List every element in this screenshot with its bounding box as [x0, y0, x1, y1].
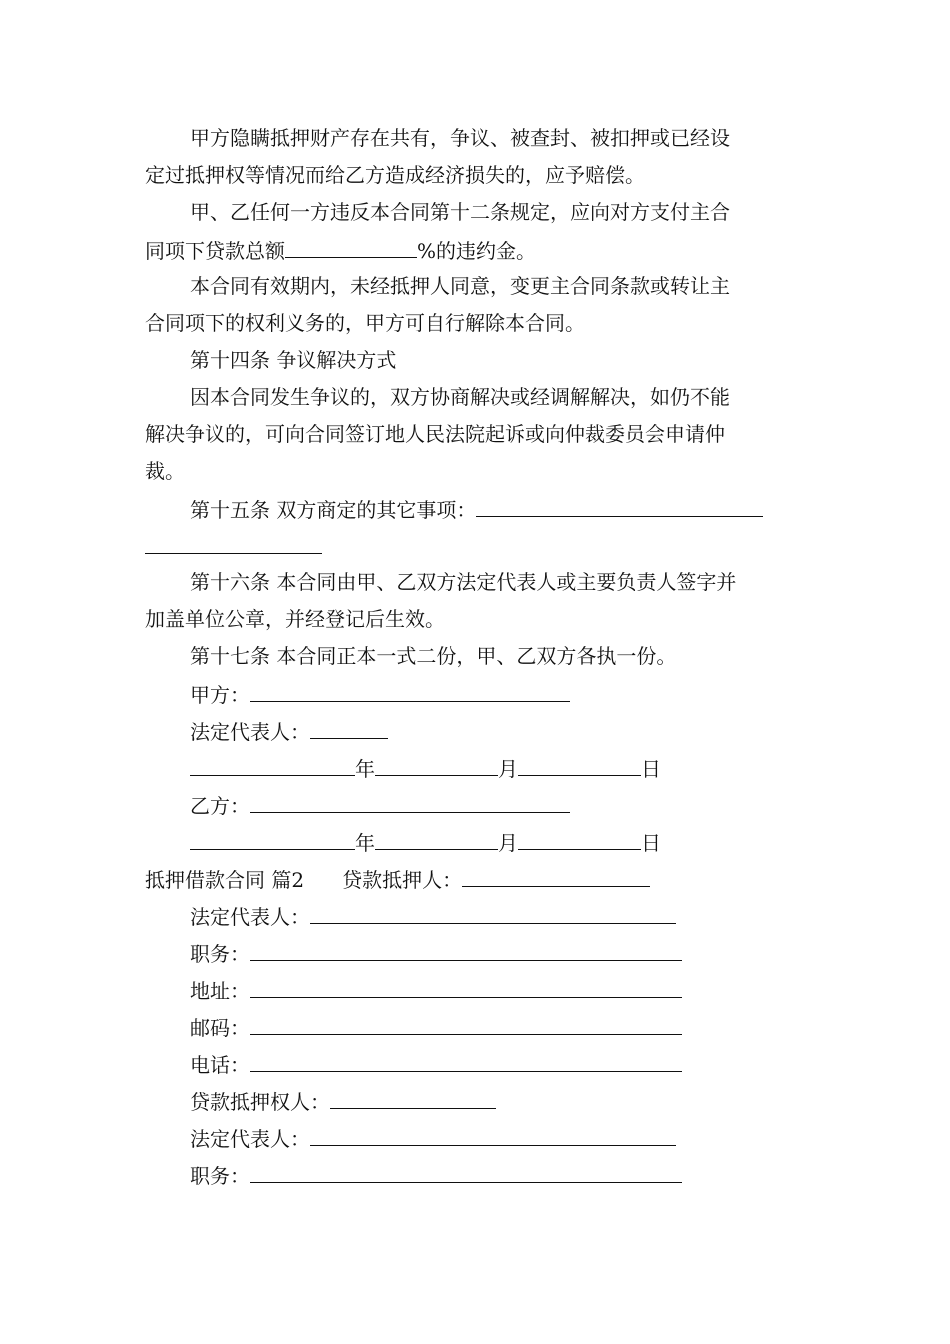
c2-legal-rep2-blank[interactable]: [310, 1123, 676, 1146]
paragraph-text: 甲、乙任何一方违反本合同第十二条规定，应向对方支付主合: [190, 200, 730, 224]
c2-legal-rep-line: [190, 901, 676, 929]
c2-phone-line: [190, 1049, 682, 1077]
other-matters-blank[interactable]: [476, 494, 763, 517]
month-label: 月: [498, 831, 518, 855]
c2-postcode-label: 邮码：: [190, 1016, 250, 1040]
contract-2-title: 抵押借款合同 篇2: [145, 868, 305, 892]
legal-rep-label: 法定代表人：: [190, 720, 310, 744]
c2-legal-rep2-label: 法定代表人：: [190, 1127, 310, 1151]
date-line-b: [190, 827, 661, 855]
c2-mortgagee-blank[interactable]: [330, 1086, 496, 1109]
c2-address-label: 地址：: [190, 979, 250, 1003]
c2-legal-rep-blank[interactable]: [310, 901, 676, 924]
party-b-blank[interactable]: [250, 790, 570, 813]
c2-legal-rep2-line: [190, 1123, 676, 1151]
c2-position2-line: [190, 1160, 682, 1188]
paragraph-text: 裁。: [145, 459, 185, 483]
c2-legal-rep-label: 法定代表人：: [190, 905, 310, 929]
party-a-line: [190, 679, 570, 707]
mortgagor-blank[interactable]: [462, 864, 650, 887]
paragraph-text: 甲方隐瞒抵押财产存在共有，争议、被查封、被扣押或已经设: [190, 126, 730, 150]
day-blank[interactable]: [518, 753, 641, 776]
year-label: 年: [355, 757, 375, 781]
contract-2-header-line: [145, 864, 650, 892]
paragraph-text: 第十六条 本合同由甲、乙双方法定代表人或主要负责人签字并: [190, 570, 737, 594]
c2-position-label: 职务：: [190, 942, 250, 966]
year-label: 年: [355, 831, 375, 855]
legal-rep-line: [190, 716, 388, 744]
year-blank[interactable]: [190, 827, 355, 850]
c2-address-line: [190, 975, 682, 1003]
paragraph-text: 解决争议的，可向合同签订地人民法院起诉或向仲裁委员会申请仲: [145, 422, 725, 446]
paragraph-text: 本合同有效期内，未经抵押人同意，变更主合同条款或转让主: [190, 274, 730, 298]
c2-address-blank[interactable]: [250, 975, 682, 998]
month-blank[interactable]: [375, 753, 498, 776]
paragraph-text: 合同项下的权利义务的，甲方可自行解除本合同。: [145, 311, 585, 335]
paragraph-text: %的违约金。: [417, 239, 537, 263]
month-label: 月: [498, 757, 518, 781]
c2-position2-blank[interactable]: [250, 1160, 682, 1183]
month-blank[interactable]: [375, 827, 498, 850]
legal-rep-blank[interactable]: [310, 716, 388, 739]
day-label: 日: [641, 831, 661, 855]
mortgagor-label: 贷款抵押人：: [342, 868, 463, 892]
party-b-label: 乙方：: [190, 794, 250, 818]
day-blank[interactable]: [518, 827, 641, 850]
paragraph-text: 第十七条 本合同正本一式二份，甲、乙双方各执一份。: [190, 644, 677, 668]
article-15-continuation: [145, 531, 322, 559]
c2-mortgagee-label: 贷款抵押权人：: [190, 1090, 330, 1114]
article-15-label: 第十五条 双方商定的其它事项：: [190, 498, 477, 522]
paragraph-text: 因本合同发生争议的，双方协商解决或经调解解决，如仍不能: [190, 385, 730, 409]
c2-position-line: [190, 938, 682, 966]
other-matters-blank-continued[interactable]: [145, 531, 322, 554]
c2-position-blank[interactable]: [250, 938, 682, 961]
c2-postcode-blank[interactable]: [250, 1012, 682, 1035]
party-b-line: [190, 790, 570, 818]
c2-postcode-line: [190, 1012, 682, 1040]
paragraph-text: 定过抵押权等情况而给乙方造成经济损失的，应予赔偿。: [145, 163, 645, 187]
c2-mortgagee-line: [190, 1086, 496, 1114]
c2-phone-label: 电话：: [190, 1053, 250, 1077]
year-blank[interactable]: [190, 753, 355, 776]
day-label: 日: [641, 757, 661, 781]
date-line-a: [190, 753, 661, 781]
article-15-line: [190, 494, 763, 522]
penalty-rate-line: [145, 235, 536, 263]
c2-position2-label: 职务：: [190, 1164, 250, 1188]
article-14-title: 第十四条 争议解决方式: [190, 348, 397, 372]
paragraph-text: 加盖单位公章，并经登记后生效。: [145, 607, 445, 631]
party-a-label: 甲方：: [190, 683, 250, 707]
c2-phone-blank[interactable]: [250, 1049, 682, 1072]
penalty-rate-blank[interactable]: [285, 235, 417, 258]
party-a-blank[interactable]: [250, 679, 570, 702]
paragraph-text: 同项下贷款总额: [145, 239, 285, 263]
